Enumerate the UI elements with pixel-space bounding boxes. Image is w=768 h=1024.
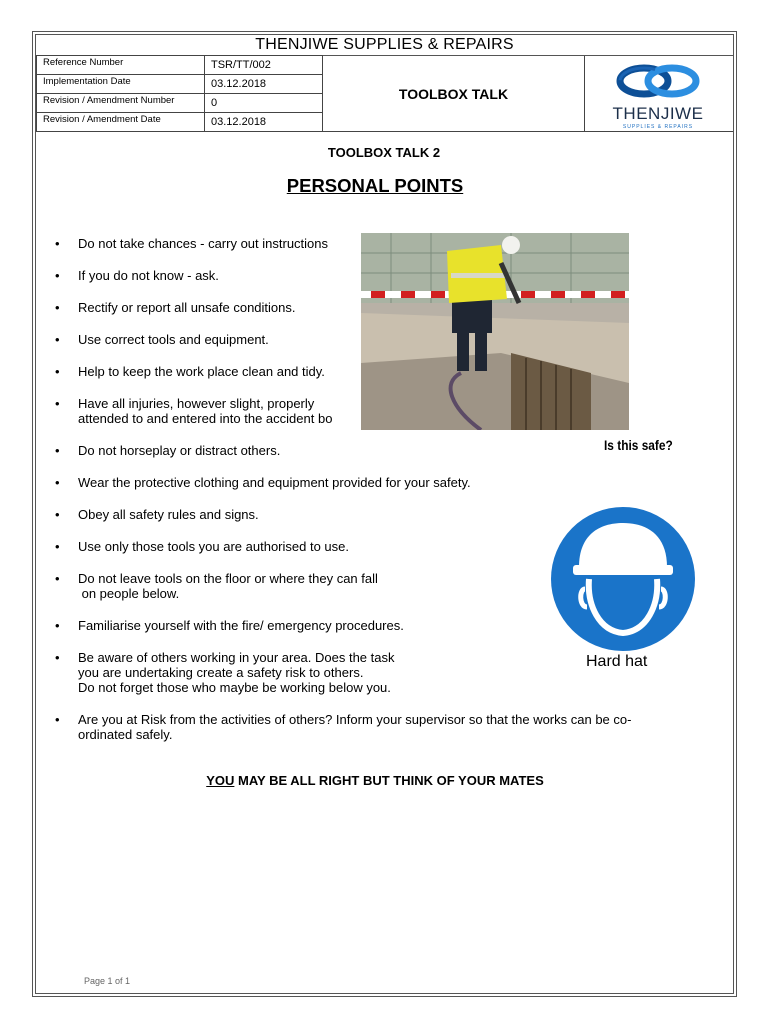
- list-item: • Be aware of others working in your area. Does the task you are undertaking create a safety risk to others. Do not forget those who maybe be working below you.: [55, 650, 395, 695]
- construction-worker-icon: [361, 233, 629, 430]
- closing-statement: [0, 773, 750, 788]
- logo-tagline: SUPPLIES & REPAIRS: [622, 124, 694, 130]
- document-control-table: [36, 55, 323, 132]
- hard-hat-icon: [549, 505, 697, 653]
- revision-date-value: 03.12.2018: [205, 113, 323, 132]
- list-item: • Do not horseplay or distract others.: [55, 443, 280, 458]
- page-title: PERSONAL POINTS: [286, 175, 464, 196]
- list-item: • Have all injuries, however slight, properly attended to and entered into the accident bo: [55, 396, 332, 426]
- closing-emphasis: YOU: [206, 773, 235, 788]
- thenjiwe-logo-icon: [585, 56, 732, 132]
- reference-number-label: Reference Number: [37, 56, 205, 75]
- page-number: Page 1 of 1: [84, 976, 131, 986]
- company-title: THENJIWE SUPPLIES & REPAIRS: [36, 35, 733, 56]
- revision-date-label: Revision / Amendment Date: [37, 113, 205, 132]
- table-row: [37, 56, 323, 75]
- list-item: • Use correct tools and equipment.: [55, 332, 269, 347]
- list-item: • Are you at Risk from the activities of others? Inform your supervisor so that the works can be co- ordinated safely.: [55, 712, 631, 742]
- company-logo: [585, 56, 732, 132]
- photo-caption: Is this safe?: [604, 437, 673, 453]
- revision-number-label: Revision / Amendment Number: [37, 94, 205, 113]
- header-divider: [36, 131, 733, 132]
- table-row: [37, 113, 323, 132]
- list-item: • Use only those tools you are authorised to use.: [55, 539, 349, 554]
- document-type-label: TOOLBOX TALK: [323, 56, 585, 132]
- list-item: • Wear the protective clothing and equipment provided for your safety.: [55, 475, 471, 490]
- worker-photo: [361, 233, 629, 430]
- list-item: • Familiarise yourself with the fire/ emergency procedures.: [55, 618, 404, 633]
- table-row: [37, 75, 323, 94]
- list-item: • Help to keep the work place clean and tidy.: [55, 364, 325, 379]
- talk-number: TOOLBOX TALK 2: [327, 145, 441, 160]
- list-item: • Do not take chances - carry out instructions: [55, 236, 328, 251]
- table-row: [37, 94, 323, 113]
- hard-hat-sign: [549, 505, 697, 653]
- list-item: • If you do not know - ask.: [55, 268, 219, 283]
- closing-text: MAY BE ALL RIGHT BUT THINK OF YOUR MATES: [234, 773, 544, 788]
- reference-number-value: TSR/TT/002: [205, 56, 323, 75]
- implementation-date-label: Implementation Date: [37, 75, 205, 94]
- revision-number-value: 0: [205, 94, 323, 113]
- list-item: • Do not leave tools on the floor or where they can fall on people below.: [55, 571, 378, 601]
- list-item: • Obey all safety rules and signs.: [55, 507, 259, 522]
- sign-caption: Hard hat: [586, 653, 648, 670]
- logo-name: THENJIWE: [612, 104, 704, 123]
- list-item: • Rectify or report all unsafe conditions.: [55, 300, 296, 315]
- implementation-date-value: 03.12.2018: [205, 75, 323, 94]
